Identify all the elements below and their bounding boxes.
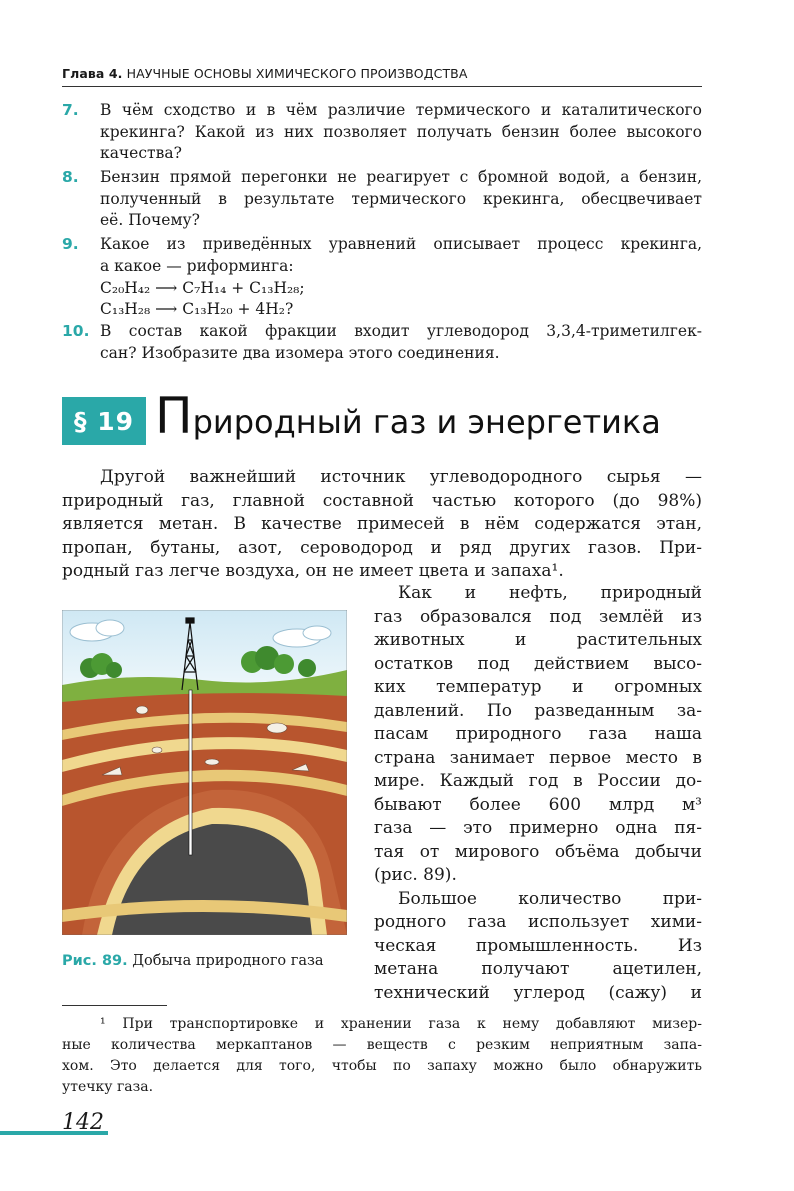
body-line: газа — это примерно одна пя- bbox=[374, 818, 702, 838]
question-line: а какое — риформинга: bbox=[100, 256, 294, 275]
question-line: В состав какой фракции входит углеводород 3,3,4-триметилгек- bbox=[100, 322, 702, 340]
section-title bbox=[155, 387, 661, 445]
footnote-line: утечку газа. bbox=[62, 1079, 154, 1095]
section-title-rest: риродный газ и энергетика bbox=[192, 403, 661, 441]
equation-cracking: C₂₀H₄₂ ⟶ C₇H₁₄ + C₁₃H₂₈; bbox=[100, 279, 305, 297]
question-8 bbox=[62, 167, 702, 232]
right-column-text bbox=[374, 582, 702, 1005]
page-number: 142 bbox=[62, 1110, 104, 1135]
body-line: технический углерод (сажу) и bbox=[374, 982, 702, 1003]
question-number: 9. bbox=[62, 235, 79, 253]
body-line: Другой важнейший источник углеводородного сырья — bbox=[100, 467, 702, 487]
body-line: мире. Каждый год в России до- bbox=[374, 771, 702, 791]
body-line: пасам природного газа наша bbox=[374, 724, 702, 744]
question-line: её. Почему? bbox=[100, 211, 200, 229]
question-9 bbox=[62, 234, 702, 277]
question-7 bbox=[62, 100, 702, 165]
figure-caption-text: Добыча природного газа bbox=[132, 953, 324, 969]
section-badge: § 19 bbox=[62, 397, 146, 445]
equation-reforming: C₁₃H₂₈ ⟶ C₁₃H₂₀ + 4H₂? bbox=[100, 300, 294, 318]
chapter-label: Глава 4. bbox=[62, 66, 123, 81]
body-line: ких температур и огромных bbox=[374, 677, 702, 697]
question-line: Бензин прямой перегонки не реагирует с бромной водой, а бензин, bbox=[100, 168, 702, 186]
body-line: Большое количество при- bbox=[398, 888, 702, 909]
header-rule bbox=[62, 86, 702, 87]
figure-caption bbox=[62, 951, 342, 972]
body-line: пропан, бутаны, азот, сероводород и ряд других газов. При- bbox=[62, 537, 702, 558]
gas-extraction-illustration bbox=[62, 610, 347, 935]
question-number: 8. bbox=[62, 168, 79, 186]
body-line: родный газ легче воздуха, он не имеет цвета и запаха¹. bbox=[62, 561, 564, 581]
question-line: сан? Изобразите два изомера этого соединения. bbox=[100, 343, 500, 362]
body-line: остатков под действием высо- bbox=[374, 653, 702, 674]
body-line: тая от мирового объёма добычи bbox=[374, 841, 702, 862]
section-title-initial: П bbox=[155, 387, 193, 445]
gas-pipe bbox=[189, 690, 192, 855]
body-line: метана получают ацетилен, bbox=[374, 959, 702, 979]
question-line: полученный в результате термического крекинга, обесцвечивает bbox=[100, 189, 702, 208]
question-line: Какое из приведённых уравнений описывает процесс крекинга, bbox=[100, 235, 702, 253]
footnote-line: ¹ При транспортировке и хранении газа к нему добавляют мизер- bbox=[100, 1016, 702, 1032]
chapter-title: НАУЧНЫЕ ОСНОВЫ ХИМИЧЕСКОГО ПРОИЗВОДСТВА bbox=[126, 66, 468, 81]
intro-paragraph bbox=[62, 466, 702, 584]
body-line: природный газ, главной составной частью которого (до 98%) bbox=[62, 490, 702, 511]
body-line: является метан. В качестве примесей в нём содержатся этан, bbox=[62, 514, 702, 534]
body-line: давлений. По разведанным за- bbox=[374, 700, 702, 721]
body-line: Как и нефть, природный bbox=[398, 583, 702, 603]
body-line: страна занимает первое место в bbox=[374, 747, 702, 768]
body-line: родного газа использует хими- bbox=[374, 912, 702, 932]
body-line: газ образовался под землёй из bbox=[374, 606, 702, 627]
question-line: крекинга? Какой из них позволяет получать бензин более высокого bbox=[100, 122, 702, 141]
footnote-line: хом. Это делается для того, чтобы по запаху можно было обнаружить bbox=[62, 1058, 702, 1074]
running-header bbox=[62, 66, 702, 81]
question-10 bbox=[62, 321, 702, 364]
footnote bbox=[62, 1014, 702, 1098]
question-number: 10. bbox=[62, 322, 90, 340]
footnote-rule bbox=[62, 1005, 167, 1006]
body-line: ческая промышленность. Из bbox=[374, 935, 702, 956]
figure-label: Рис. 89. bbox=[62, 953, 128, 969]
footnote-line: ные количества меркаптанов — веществ с резким неприятным запа- bbox=[62, 1037, 702, 1053]
body-line: (рис. 89). bbox=[374, 865, 457, 885]
body-line: бывают более 600 млрд м³ bbox=[374, 794, 702, 815]
question-line: качества? bbox=[100, 144, 182, 162]
question-number: 7. bbox=[62, 101, 79, 119]
question-line: В чём сходство и в чём различие термического и каталитического bbox=[100, 101, 702, 119]
body-line: животных и растительных bbox=[374, 630, 702, 650]
